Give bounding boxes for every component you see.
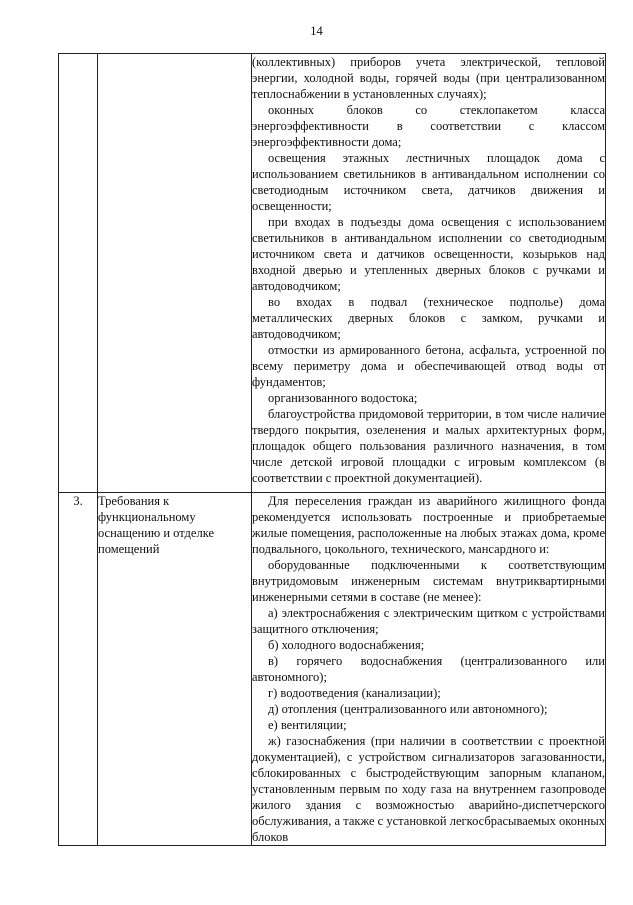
paragraph: ж) газоснабжения (при наличии в соответствии с проектной документацией), с устройством сигнализаторов загазованности, сблокированных с быстродействующим запорным клапаном, установленным первым по ходу газа на внутреннем газопроводе жилого здания с возможностью аварийно-диспетчерского обслуживания, а также с установкой легкосбрасываемых оконных блоков — [252, 734, 605, 844]
content-cell — [252, 493, 606, 846]
paragraph: оборудованные подключенными к соответствующим внутридомовым инженерным системам внутриквартирными инженерными сетями в составе (не менее): — [252, 558, 605, 604]
paragraph: благоустройства придомовой территории, в том числе наличие твердого покрытия, озеленения и малых архитектурных форм, площадок общего пользования различного назначения, в том числе детской игровой площадки с игровым комплексом (в соответствии с проектной документацией). — [252, 407, 605, 485]
paragraph: оконных блоков со стеклопакетом класса энергоэффективности в соответствии с классом энергоэффективности дома; — [252, 103, 605, 149]
row-number-cell: 3. — [59, 493, 98, 846]
paragraph: б) холодного водоснабжения; — [268, 638, 425, 652]
content-cell — [252, 54, 606, 493]
paragraph: во входах в подвал (техническое подполье) дома металлических дверных блоков с замком, ручками и автодоводчиком; — [252, 295, 605, 341]
table-row — [59, 54, 606, 493]
paragraph: (коллективных) приборов учета электрической, тепловой энергии, холодной воды, горячей воды (при централизованном теплоснабжении в установленных случаях); — [252, 55, 605, 101]
paragraph: организованного водостока; — [268, 391, 418, 405]
requirement-cell: Требования к функциональному оснащению и отделке помещений — [98, 493, 252, 846]
requirements-table — [58, 53, 606, 846]
paragraph: а) электроснабжения с электрическим щитком с устройствами защитного отключения; — [252, 606, 605, 636]
table-row — [59, 493, 606, 846]
paragraph: г) водоотведения (канализации); — [268, 686, 441, 700]
paragraph: е) вентиляции; — [268, 718, 347, 732]
paragraph: в) горячего водоснабжения (централизованного или автономного); — [252, 654, 605, 684]
paragraph: Для переселения граждан из аварийного жилищного фонда рекомендуется использовать построенные и приобретаемые жилые помещения, расположенные на любых этажах дома, кроме подвального, цокольного, технического, мансардного и: — [252, 494, 605, 556]
paragraph: при входах в подъезды дома освещения с использованием светильников в антивандальном исполнении со светодиодным источником света и датчиков освещенности, козырьков над входной дверью и утепленных дверных блоков с ручками и автодоводчиком; — [252, 215, 605, 293]
paragraph: отмостки из армированного бетона, асфальта, устроенной по всему периметру дома и обеспечивающей отвод воды от фундаментов; — [252, 343, 605, 389]
paragraph: освещения этажных лестничных площадок дома с использованием светильников в антивандальном исполнении со светодиодным источником света, датчиков движения и освещенности; — [252, 151, 605, 213]
requirement-cell — [98, 54, 252, 493]
page-number: 14 — [310, 24, 323, 38]
paragraph: д) отопления (централизованного или автономного); — [268, 702, 548, 716]
row-number-cell — [59, 54, 98, 493]
